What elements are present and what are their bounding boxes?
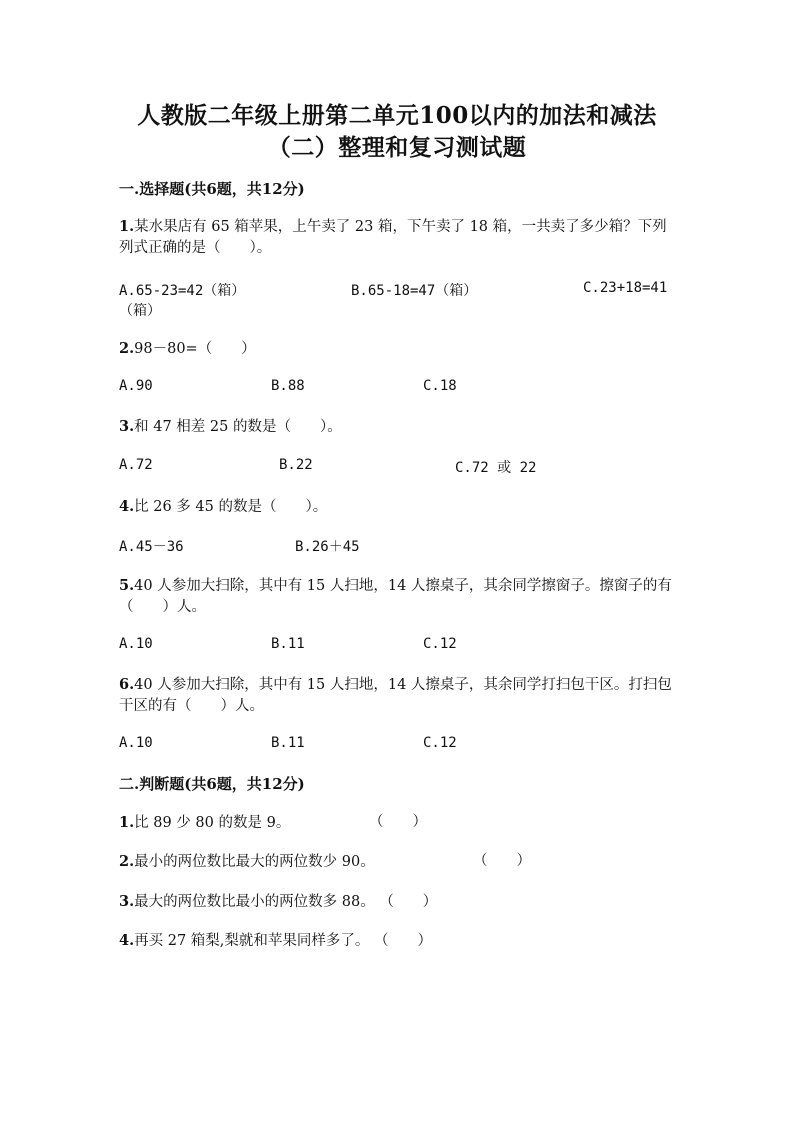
option-b[interactable]: B.88 [271, 378, 305, 394]
option-c[interactable]: C.12 [423, 636, 457, 652]
question-text: 最大的两位数比最小的两位数多 88。 [134, 894, 375, 910]
judge-question-4 [119, 930, 679, 952]
option-a[interactable]: A.90 [119, 378, 153, 394]
question-text: 98－80=（ ） [134, 341, 256, 357]
options-q1 [119, 280, 679, 320]
question-text: 比 89 少 80 的数是 9。 [134, 815, 291, 831]
options-q4 [119, 536, 679, 576]
option-c[interactable]: C.23+18=41 [583, 280, 668, 296]
question-4 [119, 496, 679, 518]
option-c[interactable]: C.12 [423, 735, 457, 751]
question-number: 3. [119, 893, 135, 910]
question-text: 40 人参加大扫除，其中有 15 人扫地，14 人擦桌子，其余同学擦窗子。擦窗子的有（ ）人。 [119, 578, 672, 615]
page-title: 人教版二年级上册第二单元100以内的加法和减法 [137, 102, 657, 129]
question-text: 比 26 多 45 的数是（ ）。 [134, 499, 328, 515]
question-number: 2. [119, 340, 135, 357]
options-q5 [119, 636, 679, 676]
question-5 [119, 575, 679, 618]
option-a[interactable]: A.65-23=42（箱） [119, 283, 246, 299]
judge-question-1 [119, 812, 679, 834]
question-1 [119, 216, 679, 259]
question-3 [119, 416, 679, 438]
question-6 [119, 674, 679, 717]
question-number: 4. [119, 932, 135, 949]
section-heading-choice: 一.选择题(共6题，共12分) [119, 180, 305, 198]
answer-blank[interactable]: （ ） [379, 894, 438, 910]
question-number: 3. [119, 418, 135, 435]
judge-question-3 [119, 891, 679, 913]
question-text: 某水果店有 65 箱苹果，上午卖了 23 箱，下午卖了 18 箱，一共卖了多少箱？下列列式正确的是（ ）。 [119, 219, 667, 256]
page-subtitle: （二）整理和复习测试题 [267, 134, 527, 161]
question-number: 6. [119, 676, 135, 693]
option-b[interactable]: B.22 [279, 457, 313, 473]
option-a[interactable]: A.10 [119, 636, 153, 652]
option-b[interactable]: B.11 [271, 636, 305, 652]
question-number: 4. [119, 498, 135, 515]
question-number: 1. [119, 814, 135, 831]
answer-blank[interactable]: （ ） [473, 853, 531, 869]
options-q2 [119, 378, 679, 418]
question-number: 5. [119, 577, 135, 594]
answer-blank[interactable]: （ ） [369, 814, 427, 830]
option-a[interactable]: A.45－36 [119, 539, 184, 555]
option-a[interactable]: A.10 [119, 735, 153, 751]
option-a[interactable]: A.72 [119, 457, 153, 473]
question-text: 最小的两位数比最大的两位数少 90。 [134, 854, 375, 870]
option-c-wrap: （箱） [119, 303, 161, 319]
option-b[interactable]: B.65-18=47（箱） [351, 283, 478, 299]
question-text: 和 47 相差 25 的数是（ ）。 [134, 419, 342, 435]
question-number: 2. [119, 853, 135, 870]
options-q3 [119, 457, 679, 497]
question-text: 40 人参加大扫除，其中有 15 人扫地，14 人擦桌子，其余同学打扫包干区。打扫包干区的有（ ）人。 [119, 677, 672, 714]
option-c[interactable]: C.18 [423, 378, 457, 394]
answer-blank[interactable]: （ ） [374, 933, 433, 949]
section-heading-judge: 二.判断题(共6题，共12分) [119, 775, 305, 793]
question-text: 再买 27 箱梨,梨就和苹果同样多了。 [134, 933, 370, 949]
option-b[interactable]: B.11 [271, 735, 305, 751]
option-c[interactable]: C.72 或 22 [455, 460, 537, 476]
question-2 [119, 338, 679, 360]
option-b[interactable]: B.26＋45 [295, 539, 360, 555]
question-number: 1. [119, 218, 135, 235]
options-q6 [119, 735, 679, 775]
judge-question-2 [119, 851, 679, 873]
